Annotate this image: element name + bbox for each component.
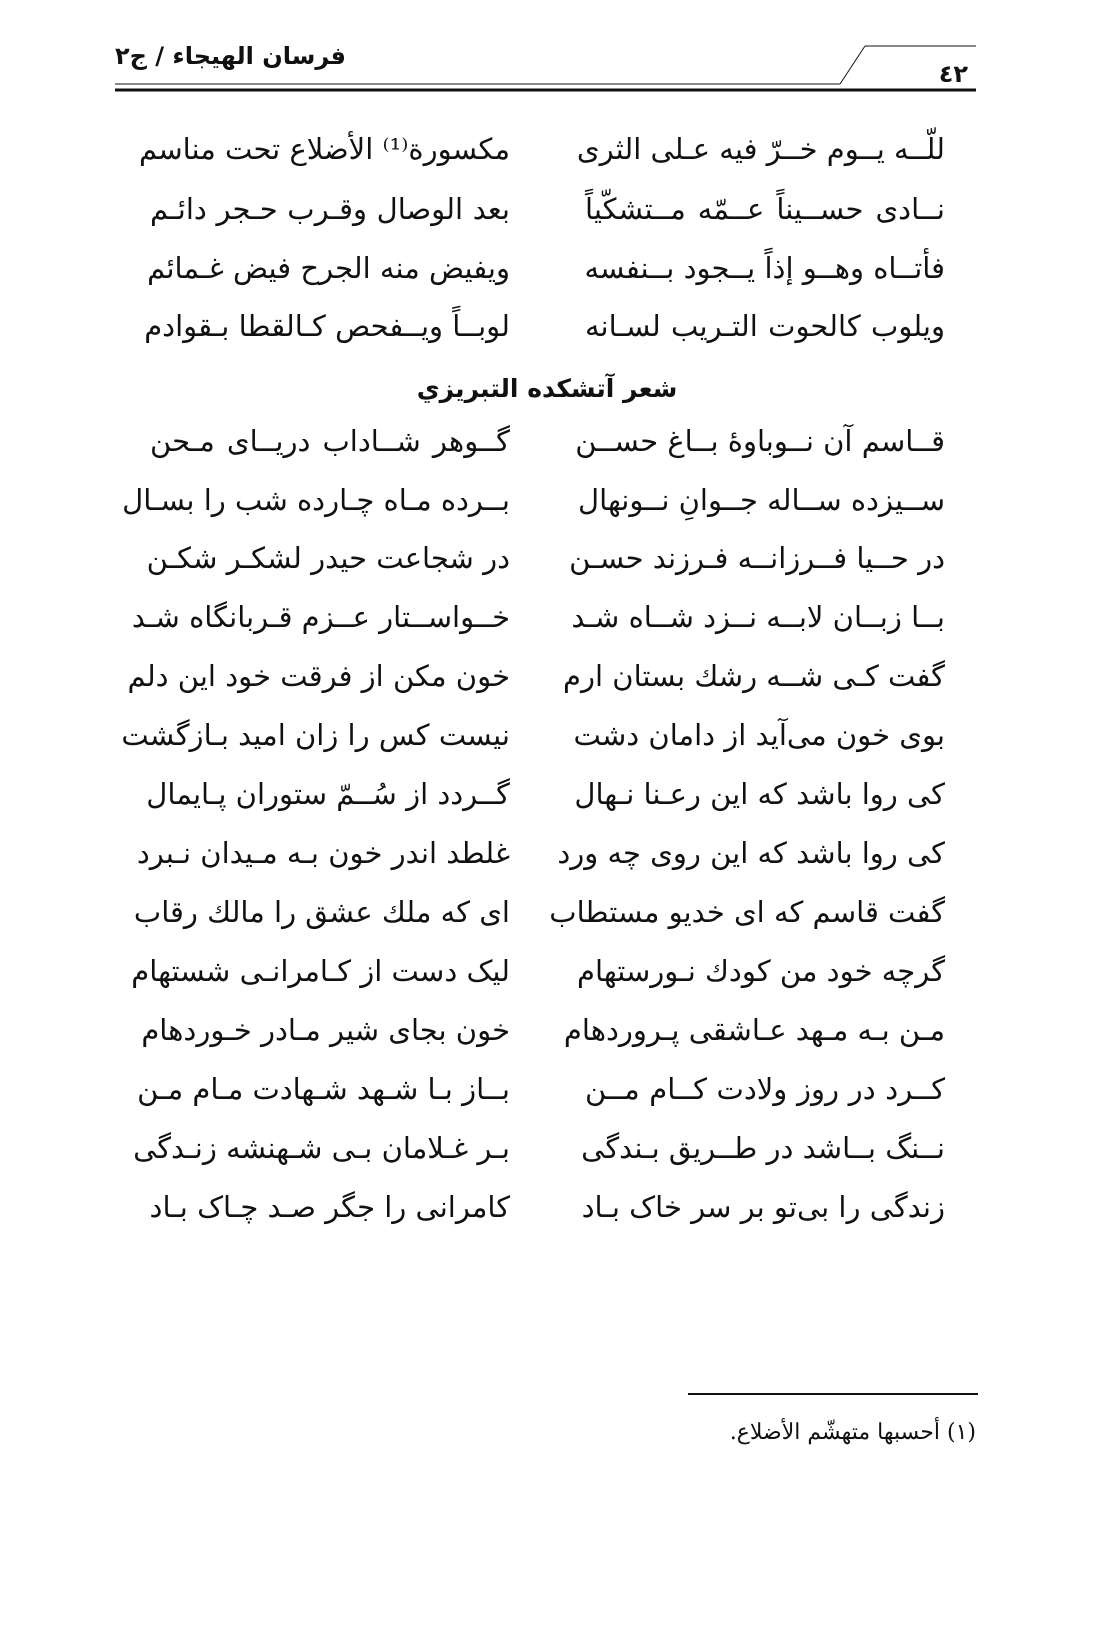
verse-first-hemistich: مـن بـه مـهد عـاشقى پـروردهام xyxy=(563,1013,945,1047)
verse-second-hemistich: بــرده مـاه چـارده شب را بسـال xyxy=(122,483,510,517)
verse-row xyxy=(137,1064,945,1114)
verse-first-hemistich: گفت قاسم كه اى خديو مستطاب xyxy=(549,895,945,929)
verse-first-hemistich: فأتــاه وهــو إذاً يــجود بــنفسه xyxy=(584,251,945,285)
verse-second-hemistich: گــردد از سُــمّ ستوران پـايمال xyxy=(146,777,510,811)
verse-row xyxy=(136,828,945,878)
verse-first-hemistich: در حــيا فــرزانــه فـرزند حسـن xyxy=(569,541,945,575)
verse-second-hemistich: ليک دست از كـامرانـى شستهام xyxy=(131,954,510,988)
verse-second-hemistich: خون مكن از فرقت خود اين دلم xyxy=(127,659,510,693)
verse-first-hemistich: للّــه يــوم خــرّ فيه عـلى الثرى xyxy=(576,132,945,166)
verse-first-hemistich: ســيزده ســاله جــوانِ نــونهال xyxy=(578,483,945,517)
verse-second-hemistich: لوبــاً ويــفحص كـالقطا بـقوادم xyxy=(144,309,510,343)
verse-second-hemistich: كامرانى را جگر صـد چـاک بـاد xyxy=(149,1190,510,1224)
verse-first-hemistich: بــا زبــان لابــه نــزد شــاه شـد xyxy=(571,600,945,634)
verse-second-hemistich: اى كه ملك عشق را مالك رقاب xyxy=(133,895,510,929)
verse-second-hemistich: بعد الوصال وقـرب حـجر دائـم xyxy=(150,192,510,226)
verse-row xyxy=(146,533,945,583)
verse-row xyxy=(131,946,945,996)
verse-second-hemistich: مكسورة⁽¹⁾ الأضلاع تحت مناسم xyxy=(139,132,510,166)
verse-row xyxy=(121,710,945,760)
verse-row xyxy=(131,592,945,642)
verse-row xyxy=(147,243,945,293)
verse-second-hemistich: گــوهر شــاداب دريــاى مـحن xyxy=(150,424,510,458)
verse-first-hemistich: كى روا باشد كه اين روى چه ورد xyxy=(557,836,945,870)
verse-row xyxy=(150,184,945,234)
verse-second-hemistich: نيست كس را زان اميد بـازگشت xyxy=(121,718,510,752)
verse-first-hemistich: نــادى حســيناً عــمّه مــتشكّياً xyxy=(585,192,945,226)
verse-first-hemistich: زندگى را بى‌تو بر سر خاک بـاد xyxy=(581,1190,945,1224)
page-number: ٤٢ xyxy=(938,60,968,88)
footnote-divider xyxy=(688,1393,978,1395)
verse-row xyxy=(127,651,945,701)
verse-first-hemistich: كــرد در روز ولادت كــام مــن xyxy=(585,1072,945,1106)
section-heading: شعر آتشكده التبريزي xyxy=(416,374,678,403)
footnote: (١) أحسبها متهشّم الأضلاع. xyxy=(729,1420,976,1445)
verse-second-hemistich: بـر غـلامان بـى شـهنشه زنـدگى xyxy=(133,1131,510,1165)
verse-row xyxy=(133,887,945,937)
verse-second-hemistich: ويفيض منه الجرح فيض غـمائم xyxy=(147,251,510,285)
verse-first-hemistich: كى روا باشد كه اين رعـنا نـهال xyxy=(574,777,945,811)
verse-second-hemistich: خــواســتار عــزم قـربانگاه شـد xyxy=(131,600,510,634)
verse-first-hemistich: بوى خون مى‌آيد از دامان دشت xyxy=(573,718,945,752)
page-header xyxy=(115,38,976,96)
verse-first-hemistich: نــنگ بــاشد در طــريق بـندگى xyxy=(581,1131,945,1165)
verse-first-hemistich: گفت كـى شــه رشك بستان ارم xyxy=(563,659,945,693)
verse-row xyxy=(144,301,945,351)
verse-second-hemistich: بــاز بـا شـهد شـهادت مـام مـن xyxy=(137,1072,510,1106)
verse-first-hemistich: ويلوب كالحوت التـريب لسـانه xyxy=(585,309,945,343)
running-title: فرسان الهيجاء / ج۲ xyxy=(115,42,346,70)
verse-row xyxy=(150,1182,945,1232)
verse-first-hemistich: قــاسم آن نــوباوهٔ بــاغ حســن xyxy=(575,424,945,458)
verse-row xyxy=(133,1123,945,1173)
verse-row xyxy=(150,416,945,466)
verse-second-hemistich: در شجاعت حيدر لشكـر شكـن xyxy=(146,541,510,575)
verse-second-hemistich: خون بجاى شير مـادر خـوردهام xyxy=(141,1013,510,1047)
verse-first-hemistich: گرچه خود من كودك نـورستهام xyxy=(577,954,945,988)
verse-row xyxy=(141,1005,945,1055)
verse-row xyxy=(139,124,945,174)
verse-second-hemistich: غلطد اندر خون بـه مـيدان نـبرد xyxy=(136,836,510,870)
verse-row xyxy=(122,475,945,525)
verse-row xyxy=(146,769,945,819)
